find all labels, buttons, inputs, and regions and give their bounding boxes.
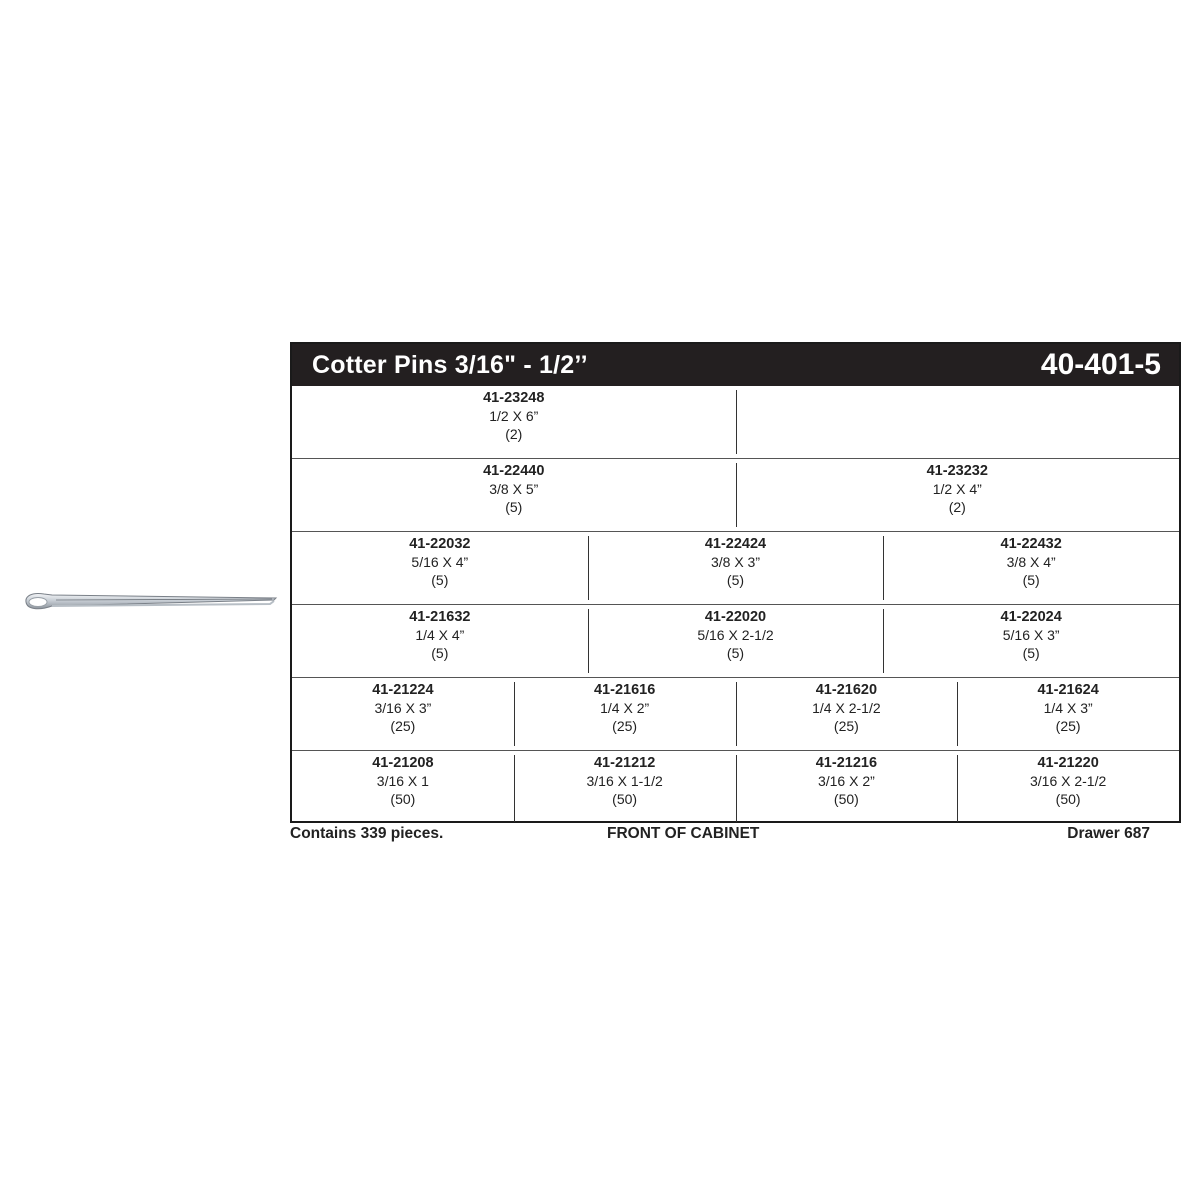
quantity: (5): [1022, 572, 1040, 588]
quantity: (25): [1055, 718, 1081, 734]
part-number: 41-22424: [704, 536, 767, 552]
compartment-divider: [736, 682, 737, 746]
compartment: [883, 605, 1179, 677]
pin-size: 5/16 X 2-1/2: [697, 627, 774, 643]
compartment-divider: [883, 536, 884, 600]
part-number: 41-21212: [593, 755, 656, 771]
quantity: (2): [948, 499, 966, 515]
pin-size: 1/2 X 4”: [932, 481, 982, 497]
cotter-pin-image: [22, 582, 280, 622]
front-of-cabinet-label: FRONT OF CABINET: [607, 825, 760, 842]
chart-footer: [290, 825, 1150, 845]
quantity: (50): [833, 791, 859, 807]
compartment: [957, 678, 1179, 750]
part-number: 41-23232: [926, 463, 988, 479]
pin-size: 3/8 X 3”: [710, 554, 760, 570]
pin-size: 3/16 X 2-1/2: [1029, 773, 1107, 789]
part-number: 41-22020: [704, 609, 767, 625]
compartment: [292, 459, 736, 531]
quantity: (50): [390, 791, 416, 807]
compartment-row: [292, 751, 1179, 826]
part-number: 41-22024: [1000, 609, 1062, 625]
compartment: [588, 605, 884, 677]
chart-header: [292, 344, 1179, 386]
quantity: (5): [505, 499, 523, 515]
pin-size: 3/8 X 5”: [489, 481, 539, 497]
drawer-number: Drawer 687: [1067, 825, 1150, 842]
part-number: 41-21208: [372, 755, 434, 771]
compartment-divider: [514, 682, 515, 746]
pin-size: 1/4 X 3”: [1043, 700, 1093, 716]
drawer-layout-chart: [290, 342, 1181, 823]
part-number: 41-21632: [409, 609, 471, 625]
pin-size: 1/2 X 6”: [489, 408, 539, 424]
pin-size: 1/4 X 4”: [415, 627, 465, 643]
compartment: [736, 751, 958, 826]
part-number: 41-21620: [815, 682, 878, 698]
part-number: 41-21616: [593, 682, 656, 698]
compartment-grid: [292, 386, 1179, 826]
compartment: [957, 751, 1179, 826]
quantity: (5): [726, 645, 745, 661]
pin-size: 3/16 X 1: [376, 773, 429, 789]
compartment-divider: [588, 536, 589, 600]
kit-number: 40-401-5: [1040, 348, 1161, 381]
pin-size: 3/16 X 1-1/2: [586, 773, 663, 789]
compartment: [292, 678, 514, 750]
part-number: 41-21216: [815, 755, 878, 771]
compartment-divider: [514, 755, 515, 822]
compartment-divider: [883, 609, 884, 673]
compartment-row: [292, 459, 1179, 532]
compartment-divider: [736, 390, 737, 454]
compartment: [883, 532, 1179, 604]
part-number: 41-21224: [372, 682, 434, 698]
chart-title: Cotter Pins 3/16" - 1/2’’: [312, 350, 588, 379]
compartment: [292, 751, 514, 826]
pin-size: 3/8 X 4”: [1006, 554, 1056, 570]
compartment: [514, 678, 736, 750]
part-number: 41-22440: [483, 463, 545, 479]
pin-size: 3/16 X 2”: [817, 773, 875, 789]
quantity: (5): [1022, 645, 1040, 661]
part-number: 41-21624: [1037, 682, 1099, 698]
quantity: (25): [833, 718, 859, 734]
pin-size: 1/4 X 2”: [600, 700, 650, 716]
quantity: (25): [612, 718, 638, 734]
compartment-divider: [957, 682, 958, 746]
quantity: (5): [431, 572, 449, 588]
compartment: [292, 386, 736, 458]
pin-size: 1/4 X 2-1/2: [812, 700, 881, 716]
quantity: (5): [431, 645, 449, 661]
compartment-divider: [588, 609, 589, 673]
compartment-row: [292, 386, 1179, 459]
part-number: 41-22432: [1000, 536, 1062, 552]
compartment-divider: [957, 755, 958, 822]
compartment: [514, 751, 736, 826]
compartment: [292, 605, 588, 677]
compartment-divider: [736, 755, 737, 822]
part-number: 41-22032: [409, 536, 471, 552]
compartment-divider: [736, 463, 737, 527]
quantity: (50): [612, 791, 638, 807]
compartment: [736, 386, 1180, 458]
quantity: (50): [1055, 791, 1081, 807]
piece-count: Contains 339 pieces.: [290, 825, 444, 842]
part-number: 41-23248: [483, 390, 545, 406]
compartment: [588, 532, 884, 604]
compartment: [736, 678, 958, 750]
pin-size: 3/16 X 3”: [374, 700, 432, 716]
compartment: [736, 459, 1180, 531]
compartment-row: [292, 605, 1179, 678]
pin-size: 5/16 X 4”: [411, 554, 469, 570]
quantity: (5): [726, 572, 745, 588]
quantity: (25): [390, 718, 416, 734]
quantity: (2): [505, 426, 523, 442]
compartment: [292, 532, 588, 604]
compartment-row: [292, 678, 1179, 751]
compartment-row: [292, 532, 1179, 605]
pin-size: 5/16 X 3”: [1002, 627, 1060, 643]
part-number: 41-21220: [1037, 755, 1099, 771]
